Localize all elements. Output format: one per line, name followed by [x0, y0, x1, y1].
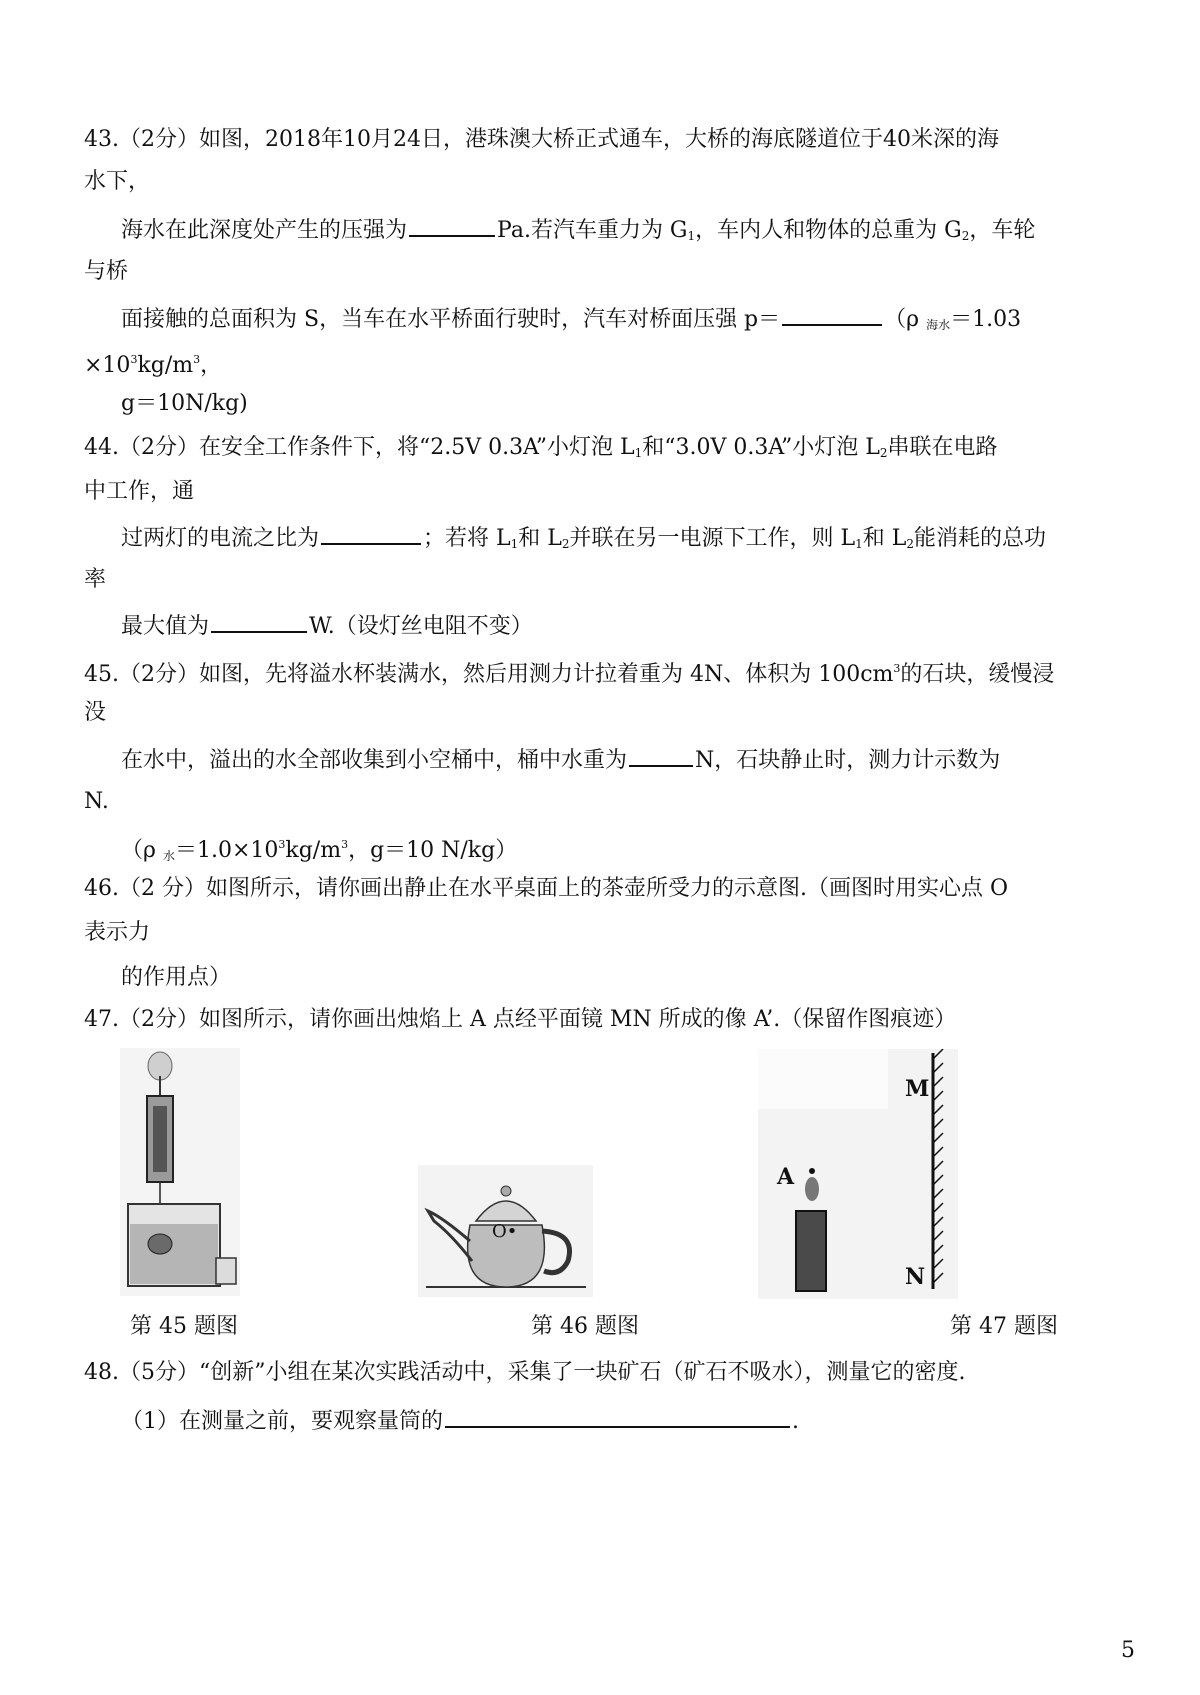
q44-line1: 44.（2分）在安全工作条件下，将“2.5V 0.3A”小灯泡 $L_1$和“3.0V 0.3A”小灯泡 $L_2$串联在电路: [84, 435, 998, 460]
q44-line4: 率: [84, 567, 107, 592]
q43-line5: 面接触的总面积为 S，当车在水平桥面行驶时，汽车对桥面压强 p＝ （ρ $_{海水}$＝1.03: [121, 302, 1021, 340]
q45-line2: 没: [84, 700, 107, 725]
q43-line7: g＝10N/kg): [121, 391, 248, 416]
q43-line3: 海水在此深度处产生的压强为 Pa.若汽车重力为 $G_1$，车内人和物体的总重为 $G_2$，车轮: [121, 213, 1035, 251]
q44-line3: 过两灯的电流之比为 ；若将 $L_1$和 $L_2$并联在另一电源下工作，则 $L_1$和 $L_2$能消耗的总功: [121, 521, 1046, 559]
figure-47: [758, 1049, 958, 1299]
label-N: N: [905, 1264, 926, 1290]
figure-45-caption: 第 45 题图: [130, 1314, 238, 1339]
label-M: M: [905, 1076, 930, 1102]
figure-47-caption: 第 47 题图: [950, 1314, 1058, 1339]
q48-line2: （1）在测量之前，要观察量筒的 .: [121, 1404, 799, 1437]
q44-line5: 最大值为 W.（设灯丝电阻不变）: [121, 609, 533, 642]
page-number: 5: [1121, 1638, 1135, 1663]
figure-45: [120, 1048, 240, 1296]
q46-line3: 的作用点）: [121, 965, 232, 990]
answer-blank[interactable]: [629, 743, 693, 767]
answer-blank[interactable]: [409, 213, 495, 237]
teapot-point-o: O•: [492, 1221, 518, 1242]
answer-blank[interactable]: [211, 609, 307, 633]
label-A: A: [777, 1164, 795, 1190]
q45-line5: （ρ $_水=1.0\times 10^3kg/m^3$，g＝10 N/kg）: [121, 838, 518, 863]
q43-line1: 43.（2分）如图，2018年10月24日，港珠澳大桥正式通车，大桥的海底隧道位于40米深的海: [84, 127, 999, 152]
q48-line1: 48.（5分）“创新”小组在某次实践活动中，采集了一块矿石（矿石不吸水），测量它的密度.: [84, 1360, 966, 1385]
q43-line6: $\times 10^3kg/m^3$，: [84, 353, 223, 378]
answer-blank[interactable]: [782, 302, 882, 326]
q44-line2: 中工作，通: [84, 479, 195, 504]
q46-line1: 46.（2 分）如图所示，请你画出静止在水平桌面上的茶壶所受力的示意图.（画图时用实心点 O: [84, 876, 1009, 901]
q45-line4: N.: [84, 789, 109, 814]
answer-blank[interactable]: [321, 521, 421, 545]
q43-line2: 水下，: [84, 169, 151, 194]
q47-line1: 47.（2分）如图所示，请你画出烛焰上 A 点经平面镜 MN 所成的像 A’.（保留作图痕迹）: [84, 1007, 957, 1032]
q45-line1: 45.（2分）如图，先将溢水杯装满水，然后用测力计拉着重为 4N、体积为 $100cm^3$的石块，缓慢浸: [84, 662, 1055, 687]
figure-46-caption: 第 46 题图: [531, 1314, 639, 1339]
q43-line4: 与桥: [84, 259, 129, 284]
figure-46: [418, 1165, 593, 1297]
q46-line2: 表示力: [84, 920, 151, 945]
answer-blank[interactable]: [445, 1404, 790, 1428]
q45-line3: 在水中，溢出的水全部收集到小空桶中，桶中水重为 N，石块静止时，测力计示数为: [121, 743, 1000, 776]
